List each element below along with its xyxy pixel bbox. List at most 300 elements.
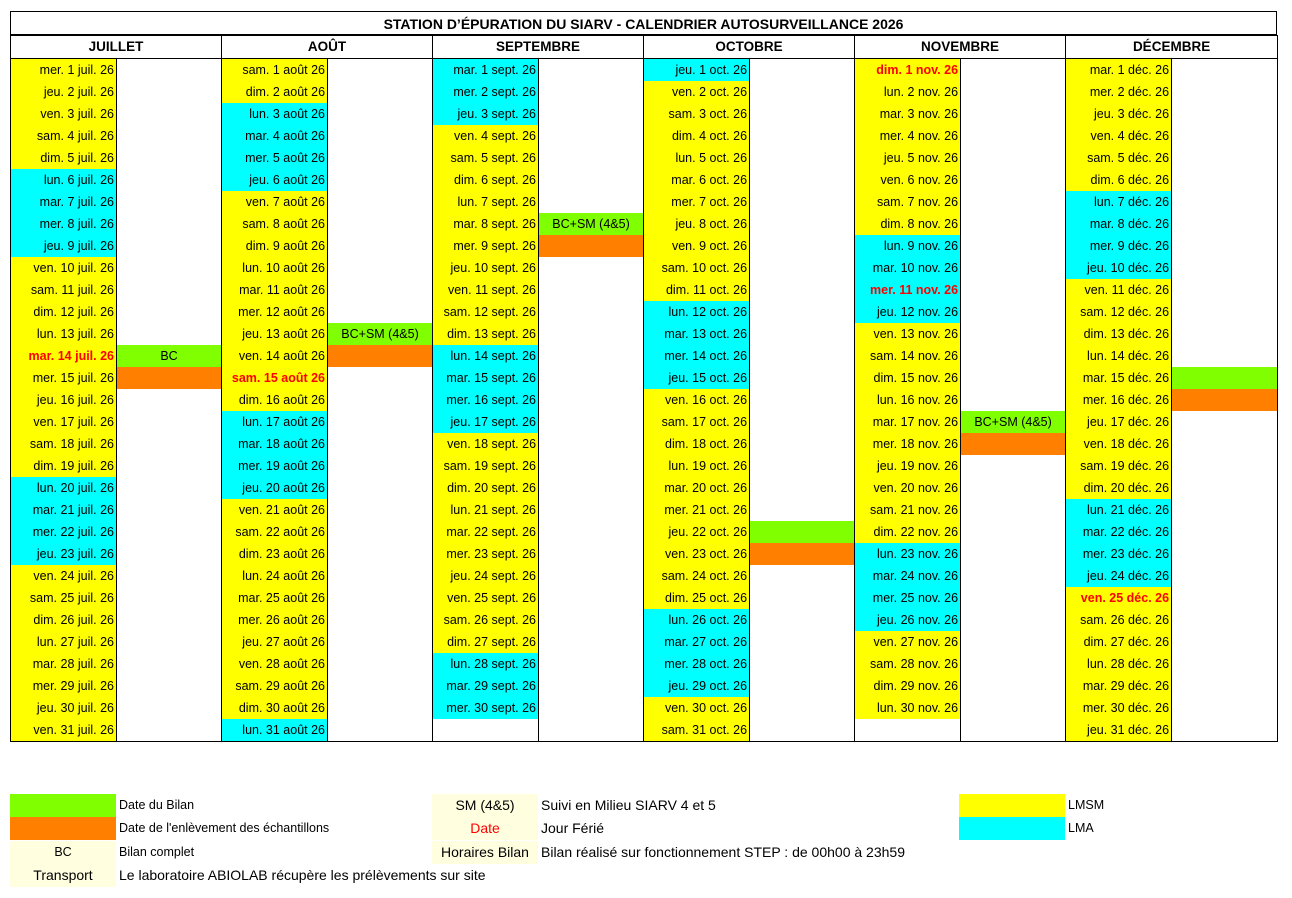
date-cell: mer. 23 déc. 26 bbox=[1066, 543, 1172, 565]
calendar-sheet bbox=[10, 11, 1277, 742]
legend-swatch-bilan bbox=[10, 794, 116, 817]
date-cell: jeu. 15 oct. 26 bbox=[644, 367, 750, 389]
month-header: JUILLET bbox=[11, 36, 222, 59]
date-cell: mar. 28 juil. 26 bbox=[11, 653, 117, 675]
table-row bbox=[11, 103, 1278, 125]
table-row bbox=[11, 125, 1278, 147]
date-cell: mar. 25 août 26 bbox=[222, 587, 328, 609]
event-cell bbox=[328, 147, 433, 169]
event-cell bbox=[1172, 345, 1278, 367]
event-cell bbox=[328, 521, 433, 543]
legend bbox=[10, 794, 1110, 890]
date-cell: jeu. 12 nov. 26 bbox=[855, 301, 961, 323]
date-cell: mar. 18 août 26 bbox=[222, 433, 328, 455]
date-cell: mar. 27 oct. 26 bbox=[644, 631, 750, 653]
date-cell: dim. 1 nov. 26 bbox=[855, 59, 961, 82]
event-cell bbox=[750, 191, 855, 213]
event-cell bbox=[539, 433, 644, 455]
event-cell bbox=[1172, 81, 1278, 103]
event-cell bbox=[961, 477, 1066, 499]
date-cell: mer. 9 sept. 26 bbox=[433, 235, 539, 257]
date-cell bbox=[433, 719, 539, 742]
legend-lmsm-text: LMSM bbox=[1068, 798, 1105, 812]
date-cell: mar. 1 sept. 26 bbox=[433, 59, 539, 82]
date-cell: dim. 13 déc. 26 bbox=[1066, 323, 1172, 345]
event-cell-bilan: BC+SM (4&5) bbox=[961, 411, 1066, 433]
date-cell: ven. 2 oct. 26 bbox=[644, 81, 750, 103]
event-cell bbox=[961, 587, 1066, 609]
date-cell: jeu. 3 sept. 26 bbox=[433, 103, 539, 125]
date-cell: ven. 9 oct. 26 bbox=[644, 235, 750, 257]
date-cell: lun. 27 juil. 26 bbox=[11, 631, 117, 653]
event-cell bbox=[961, 257, 1066, 279]
event-cell bbox=[539, 631, 644, 653]
table-row bbox=[11, 433, 1278, 455]
date-cell: jeu. 22 oct. 26 bbox=[644, 521, 750, 543]
date-cell: mer. 16 sept. 26 bbox=[433, 389, 539, 411]
legend-bilan-text: Date du Bilan bbox=[119, 798, 195, 812]
event-cell bbox=[539, 81, 644, 103]
date-cell: jeu. 19 nov. 26 bbox=[855, 455, 961, 477]
date-cell: dim. 25 oct. 26 bbox=[644, 587, 750, 609]
event-cell bbox=[117, 301, 222, 323]
event-cell bbox=[750, 323, 855, 345]
event-cell bbox=[117, 279, 222, 301]
event-cell bbox=[961, 81, 1066, 103]
table-row bbox=[11, 301, 1278, 323]
month-header: SEPTEMBRE bbox=[433, 36, 644, 59]
date-cell: mar. 4 août 26 bbox=[222, 125, 328, 147]
event-cell bbox=[539, 389, 644, 411]
event-cell bbox=[1172, 609, 1278, 631]
event-cell bbox=[328, 499, 433, 521]
event-cell bbox=[539, 191, 644, 213]
date-cell: mer. 30 déc. 26 bbox=[1066, 697, 1172, 719]
legend-bc-desc: Bilan complet bbox=[119, 845, 195, 859]
date-cell: mar. 24 nov. 26 bbox=[855, 565, 961, 587]
month-header-row bbox=[11, 36, 1278, 59]
date-cell: mar. 17 nov. 26 bbox=[855, 411, 961, 433]
event-cell bbox=[117, 389, 222, 411]
event-cell bbox=[117, 631, 222, 653]
event-cell bbox=[117, 609, 222, 631]
date-cell: ven. 25 déc. 26 bbox=[1066, 587, 1172, 609]
event-cell bbox=[539, 257, 644, 279]
event-cell bbox=[961, 59, 1066, 82]
date-cell: dim. 30 août 26 bbox=[222, 697, 328, 719]
event-cell bbox=[750, 433, 855, 455]
event-cell bbox=[539, 411, 644, 433]
date-cell: ven. 20 nov. 26 bbox=[855, 477, 961, 499]
event-cell bbox=[1172, 169, 1278, 191]
event-cell-bilan: BC+SM (4&5) bbox=[539, 213, 644, 235]
date-cell: mer. 23 sept. 26 bbox=[433, 543, 539, 565]
date-cell: mar. 22 déc. 26 bbox=[1066, 521, 1172, 543]
table-row bbox=[11, 191, 1278, 213]
event-cell bbox=[539, 653, 644, 675]
date-cell: dim. 20 déc. 26 bbox=[1066, 477, 1172, 499]
event-cell bbox=[750, 389, 855, 411]
date-cell: mar. 14 juil. 26 bbox=[11, 345, 117, 367]
table-row bbox=[11, 675, 1278, 697]
date-cell: jeu. 10 déc. 26 bbox=[1066, 257, 1172, 279]
event-cell bbox=[750, 103, 855, 125]
event-cell bbox=[328, 191, 433, 213]
legend-horaires-desc: Bilan réalisé sur fonctionnement STEP : de 00h00 à 23h59 bbox=[541, 844, 905, 860]
event-cell bbox=[117, 521, 222, 543]
table-row bbox=[11, 81, 1278, 103]
date-cell: lun. 14 sept. 26 bbox=[433, 345, 539, 367]
date-cell: dim. 12 juil. 26 bbox=[11, 301, 117, 323]
date-cell: jeu. 13 août 26 bbox=[222, 323, 328, 345]
event-cell bbox=[1172, 499, 1278, 521]
event-cell bbox=[539, 345, 644, 367]
date-cell: sam. 1 août 26 bbox=[222, 59, 328, 82]
table-row bbox=[11, 147, 1278, 169]
date-cell: lun. 3 août 26 bbox=[222, 103, 328, 125]
date-cell: ven. 10 juil. 26 bbox=[11, 257, 117, 279]
event-cell bbox=[1172, 653, 1278, 675]
date-cell: dim. 6 déc. 26 bbox=[1066, 169, 1172, 191]
event-cell bbox=[1172, 697, 1278, 719]
date-cell: mar. 11 août 26 bbox=[222, 279, 328, 301]
date-cell: ven. 31 juil. 26 bbox=[11, 719, 117, 742]
date-cell: dim. 6 sept. 26 bbox=[433, 169, 539, 191]
event-cell bbox=[117, 433, 222, 455]
date-cell: dim. 8 nov. 26 bbox=[855, 213, 961, 235]
table-row bbox=[11, 455, 1278, 477]
date-cell: dim. 11 oct. 26 bbox=[644, 279, 750, 301]
event-cell-enlevement bbox=[1172, 389, 1278, 411]
legend-bc-key: BC bbox=[10, 841, 116, 864]
date-cell: jeu. 3 déc. 26 bbox=[1066, 103, 1172, 125]
date-cell: mar. 10 nov. 26 bbox=[855, 257, 961, 279]
legend-horaires-key: Horaires Bilan bbox=[432, 841, 538, 864]
event-cell bbox=[1172, 565, 1278, 587]
event-cell bbox=[1172, 125, 1278, 147]
event-cell bbox=[539, 543, 644, 565]
date-cell: dim. 5 juil. 26 bbox=[11, 147, 117, 169]
event-cell bbox=[961, 103, 1066, 125]
date-cell: mer. 1 juil. 26 bbox=[11, 59, 117, 82]
date-cell: sam. 3 oct. 26 bbox=[644, 103, 750, 125]
event-cell bbox=[1172, 235, 1278, 257]
event-cell bbox=[961, 499, 1066, 521]
date-cell: sam. 26 sept. 26 bbox=[433, 609, 539, 631]
event-cell bbox=[961, 367, 1066, 389]
event-cell bbox=[328, 543, 433, 565]
event-cell bbox=[117, 257, 222, 279]
event-cell bbox=[750, 147, 855, 169]
event-cell bbox=[539, 565, 644, 587]
date-cell: mer. 7 oct. 26 bbox=[644, 191, 750, 213]
event-cell bbox=[539, 323, 644, 345]
event-cell bbox=[961, 697, 1066, 719]
date-cell: sam. 4 juil. 26 bbox=[11, 125, 117, 147]
event-cell bbox=[1172, 543, 1278, 565]
date-cell: mar. 21 juil. 26 bbox=[11, 499, 117, 521]
legend-transport-key: Transport bbox=[10, 864, 116, 887]
event-cell bbox=[961, 521, 1066, 543]
event-cell bbox=[539, 59, 644, 82]
date-cell: lun. 21 sept. 26 bbox=[433, 499, 539, 521]
date-cell: lun. 26 oct. 26 bbox=[644, 609, 750, 631]
event-cell bbox=[328, 235, 433, 257]
date-cell: sam. 17 oct. 26 bbox=[644, 411, 750, 433]
date-cell: mer. 2 sept. 26 bbox=[433, 81, 539, 103]
date-cell: jeu. 10 sept. 26 bbox=[433, 257, 539, 279]
event-cell-enlevement bbox=[750, 543, 855, 565]
date-cell: dim. 16 août 26 bbox=[222, 389, 328, 411]
date-cell: ven. 3 juil. 26 bbox=[11, 103, 117, 125]
date-cell: mer. 11 nov. 26 bbox=[855, 279, 961, 301]
event-cell bbox=[328, 59, 433, 82]
legend-date-key: Date bbox=[432, 817, 538, 840]
table-row bbox=[11, 169, 1278, 191]
event-cell bbox=[117, 675, 222, 697]
date-cell: jeu. 29 oct. 26 bbox=[644, 675, 750, 697]
event-cell bbox=[1172, 301, 1278, 323]
date-cell: mer. 28 oct. 26 bbox=[644, 653, 750, 675]
event-cell bbox=[750, 279, 855, 301]
date-cell: jeu. 31 déc. 26 bbox=[1066, 719, 1172, 742]
event-cell bbox=[539, 477, 644, 499]
table-row bbox=[11, 631, 1278, 653]
event-cell-bilan: BC bbox=[117, 345, 222, 367]
event-cell bbox=[328, 125, 433, 147]
table-row bbox=[11, 235, 1278, 257]
event-cell bbox=[328, 631, 433, 653]
date-cell: mar. 1 déc. 26 bbox=[1066, 59, 1172, 82]
date-cell: ven. 4 déc. 26 bbox=[1066, 125, 1172, 147]
date-cell: lun. 7 déc. 26 bbox=[1066, 191, 1172, 213]
event-cell bbox=[328, 257, 433, 279]
date-cell: ven. 24 juil. 26 bbox=[11, 565, 117, 587]
date-cell: ven. 11 déc. 26 bbox=[1066, 279, 1172, 301]
event-cell-enlevement bbox=[539, 235, 644, 257]
event-cell bbox=[539, 609, 644, 631]
event-cell bbox=[961, 543, 1066, 565]
event-cell bbox=[117, 147, 222, 169]
date-cell: mer. 5 août 26 bbox=[222, 147, 328, 169]
date-cell: mer. 14 oct. 26 bbox=[644, 345, 750, 367]
date-cell: mer. 21 oct. 26 bbox=[644, 499, 750, 521]
date-cell: ven. 18 déc. 26 bbox=[1066, 433, 1172, 455]
event-cell bbox=[750, 719, 855, 742]
date-cell: mer. 18 nov. 26 bbox=[855, 433, 961, 455]
date-cell: ven. 14 août 26 bbox=[222, 345, 328, 367]
date-cell: jeu. 30 juil. 26 bbox=[11, 697, 117, 719]
event-cell bbox=[961, 345, 1066, 367]
event-cell bbox=[539, 719, 644, 742]
event-cell bbox=[1172, 323, 1278, 345]
event-cell bbox=[750, 125, 855, 147]
event-cell bbox=[328, 565, 433, 587]
table-row bbox=[11, 477, 1278, 499]
date-cell: lun. 5 oct. 26 bbox=[644, 147, 750, 169]
date-cell: mar. 8 sept. 26 bbox=[433, 213, 539, 235]
date-cell: mar. 15 sept. 26 bbox=[433, 367, 539, 389]
event-cell bbox=[750, 653, 855, 675]
date-cell: jeu. 17 déc. 26 bbox=[1066, 411, 1172, 433]
date-cell: ven. 11 sept. 26 bbox=[433, 279, 539, 301]
date-cell: ven. 7 août 26 bbox=[222, 191, 328, 213]
event-cell bbox=[328, 697, 433, 719]
date-cell: sam. 19 déc. 26 bbox=[1066, 455, 1172, 477]
event-cell bbox=[117, 697, 222, 719]
month-header: OCTOBRE bbox=[644, 36, 855, 59]
date-cell: ven. 28 août 26 bbox=[222, 653, 328, 675]
event-cell bbox=[328, 169, 433, 191]
date-cell: mar. 7 juil. 26 bbox=[11, 191, 117, 213]
event-cell bbox=[117, 565, 222, 587]
date-cell: mer. 9 déc. 26 bbox=[1066, 235, 1172, 257]
event-cell bbox=[117, 323, 222, 345]
date-cell: mer. 22 juil. 26 bbox=[11, 521, 117, 543]
event-cell bbox=[1172, 433, 1278, 455]
date-cell: sam. 24 oct. 26 bbox=[644, 565, 750, 587]
legend-sm-key: SM (4&5) bbox=[432, 794, 538, 817]
date-cell: sam. 12 déc. 26 bbox=[1066, 301, 1172, 323]
event-cell bbox=[961, 675, 1066, 697]
event-cell-bilan: BC+SM (4&5) bbox=[328, 323, 433, 345]
date-cell: lun. 28 déc. 26 bbox=[1066, 653, 1172, 675]
date-cell: lun. 24 août 26 bbox=[222, 565, 328, 587]
event-cell bbox=[117, 59, 222, 82]
event-cell bbox=[1172, 631, 1278, 653]
event-cell bbox=[539, 169, 644, 191]
month-header: NOVEMBRE bbox=[855, 36, 1066, 59]
table-row bbox=[11, 389, 1278, 411]
table-row bbox=[11, 565, 1278, 587]
legend-swatch-lma bbox=[959, 817, 1065, 840]
date-cell: dim. 29 nov. 26 bbox=[855, 675, 961, 697]
event-cell bbox=[539, 125, 644, 147]
event-cell bbox=[1172, 477, 1278, 499]
event-cell bbox=[328, 279, 433, 301]
date-cell: lun. 7 sept. 26 bbox=[433, 191, 539, 213]
event-cell bbox=[117, 587, 222, 609]
date-cell: jeu. 24 sept. 26 bbox=[433, 565, 539, 587]
event-cell bbox=[1172, 279, 1278, 301]
date-cell: sam. 25 juil. 26 bbox=[11, 587, 117, 609]
month-header: DÉCEMBRE bbox=[1066, 36, 1278, 59]
date-cell: sam. 18 juil. 26 bbox=[11, 433, 117, 455]
date-cell: sam. 5 déc. 26 bbox=[1066, 147, 1172, 169]
event-cell bbox=[1172, 213, 1278, 235]
date-cell: jeu. 9 juil. 26 bbox=[11, 235, 117, 257]
legend-swatch-enlevement bbox=[10, 817, 116, 840]
date-cell: mar. 22 sept. 26 bbox=[433, 521, 539, 543]
event-cell bbox=[117, 455, 222, 477]
event-cell bbox=[328, 455, 433, 477]
date-cell: mer. 12 août 26 bbox=[222, 301, 328, 323]
date-cell: lun. 17 août 26 bbox=[222, 411, 328, 433]
date-cell: mar. 29 sept. 26 bbox=[433, 675, 539, 697]
date-cell: jeu. 6 août 26 bbox=[222, 169, 328, 191]
date-cell: mar. 13 oct. 26 bbox=[644, 323, 750, 345]
event-cell bbox=[117, 499, 222, 521]
date-cell: mer. 29 juil. 26 bbox=[11, 675, 117, 697]
event-cell bbox=[539, 697, 644, 719]
date-cell: jeu. 16 juil. 26 bbox=[11, 389, 117, 411]
event-cell bbox=[1172, 103, 1278, 125]
event-cell bbox=[539, 147, 644, 169]
date-cell: dim. 2 août 26 bbox=[222, 81, 328, 103]
date-cell: jeu. 1 oct. 26 bbox=[644, 59, 750, 82]
event-cell bbox=[750, 301, 855, 323]
date-cell: lun. 6 juil. 26 bbox=[11, 169, 117, 191]
event-cell bbox=[539, 455, 644, 477]
event-cell bbox=[117, 411, 222, 433]
event-cell bbox=[750, 59, 855, 82]
event-cell bbox=[117, 235, 222, 257]
date-cell: ven. 6 nov. 26 bbox=[855, 169, 961, 191]
date-cell: mer. 16 déc. 26 bbox=[1066, 389, 1172, 411]
event-cell bbox=[117, 653, 222, 675]
event-cell bbox=[328, 411, 433, 433]
event-cell bbox=[750, 455, 855, 477]
sheet-title: STATION D’ÉPURATION DU SIARV - CALENDRIER AUTOSURVEILLANCE 2026 bbox=[10, 11, 1277, 35]
event-cell bbox=[750, 235, 855, 257]
date-cell: sam. 8 août 26 bbox=[222, 213, 328, 235]
date-cell: ven. 27 nov. 26 bbox=[855, 631, 961, 653]
event-cell bbox=[117, 169, 222, 191]
month-header: AOÛT bbox=[222, 36, 433, 59]
event-cell bbox=[750, 565, 855, 587]
table-row bbox=[11, 499, 1278, 521]
event-cell bbox=[961, 719, 1066, 742]
event-cell bbox=[117, 719, 222, 742]
event-cell bbox=[1172, 521, 1278, 543]
event-cell bbox=[961, 213, 1066, 235]
date-cell: ven. 18 sept. 26 bbox=[433, 433, 539, 455]
date-cell: jeu. 17 sept. 26 bbox=[433, 411, 539, 433]
event-cell bbox=[750, 697, 855, 719]
event-cell bbox=[117, 81, 222, 103]
event-cell bbox=[961, 455, 1066, 477]
date-cell bbox=[855, 719, 961, 742]
date-cell: lun. 28 sept. 26 bbox=[433, 653, 539, 675]
date-cell: lun. 12 oct. 26 bbox=[644, 301, 750, 323]
date-cell: dim. 20 sept. 26 bbox=[433, 477, 539, 499]
table-row bbox=[11, 411, 1278, 433]
event-cell bbox=[961, 235, 1066, 257]
date-cell: sam. 15 août 26 bbox=[222, 367, 328, 389]
table-row bbox=[11, 587, 1278, 609]
date-cell: lun. 31 août 26 bbox=[222, 719, 328, 742]
date-cell: mer. 4 nov. 26 bbox=[855, 125, 961, 147]
calendar-body bbox=[11, 59, 1278, 742]
date-cell: mer. 2 déc. 26 bbox=[1066, 81, 1172, 103]
event-cell bbox=[539, 367, 644, 389]
event-cell bbox=[750, 587, 855, 609]
event-cell bbox=[328, 587, 433, 609]
date-cell: dim. 4 oct. 26 bbox=[644, 125, 750, 147]
event-cell bbox=[539, 499, 644, 521]
event-cell bbox=[328, 103, 433, 125]
date-cell: ven. 16 oct. 26 bbox=[644, 389, 750, 411]
legend-transport-desc: Le laboratoire ABIOLAB récupère les prélèvements sur site bbox=[119, 867, 486, 883]
event-cell bbox=[117, 125, 222, 147]
event-cell-enlevement bbox=[328, 345, 433, 367]
date-cell: lun. 30 nov. 26 bbox=[855, 697, 961, 719]
table-row bbox=[11, 345, 1278, 367]
event-cell bbox=[961, 169, 1066, 191]
table-row bbox=[11, 59, 1278, 82]
event-cell bbox=[539, 301, 644, 323]
event-cell bbox=[1172, 455, 1278, 477]
